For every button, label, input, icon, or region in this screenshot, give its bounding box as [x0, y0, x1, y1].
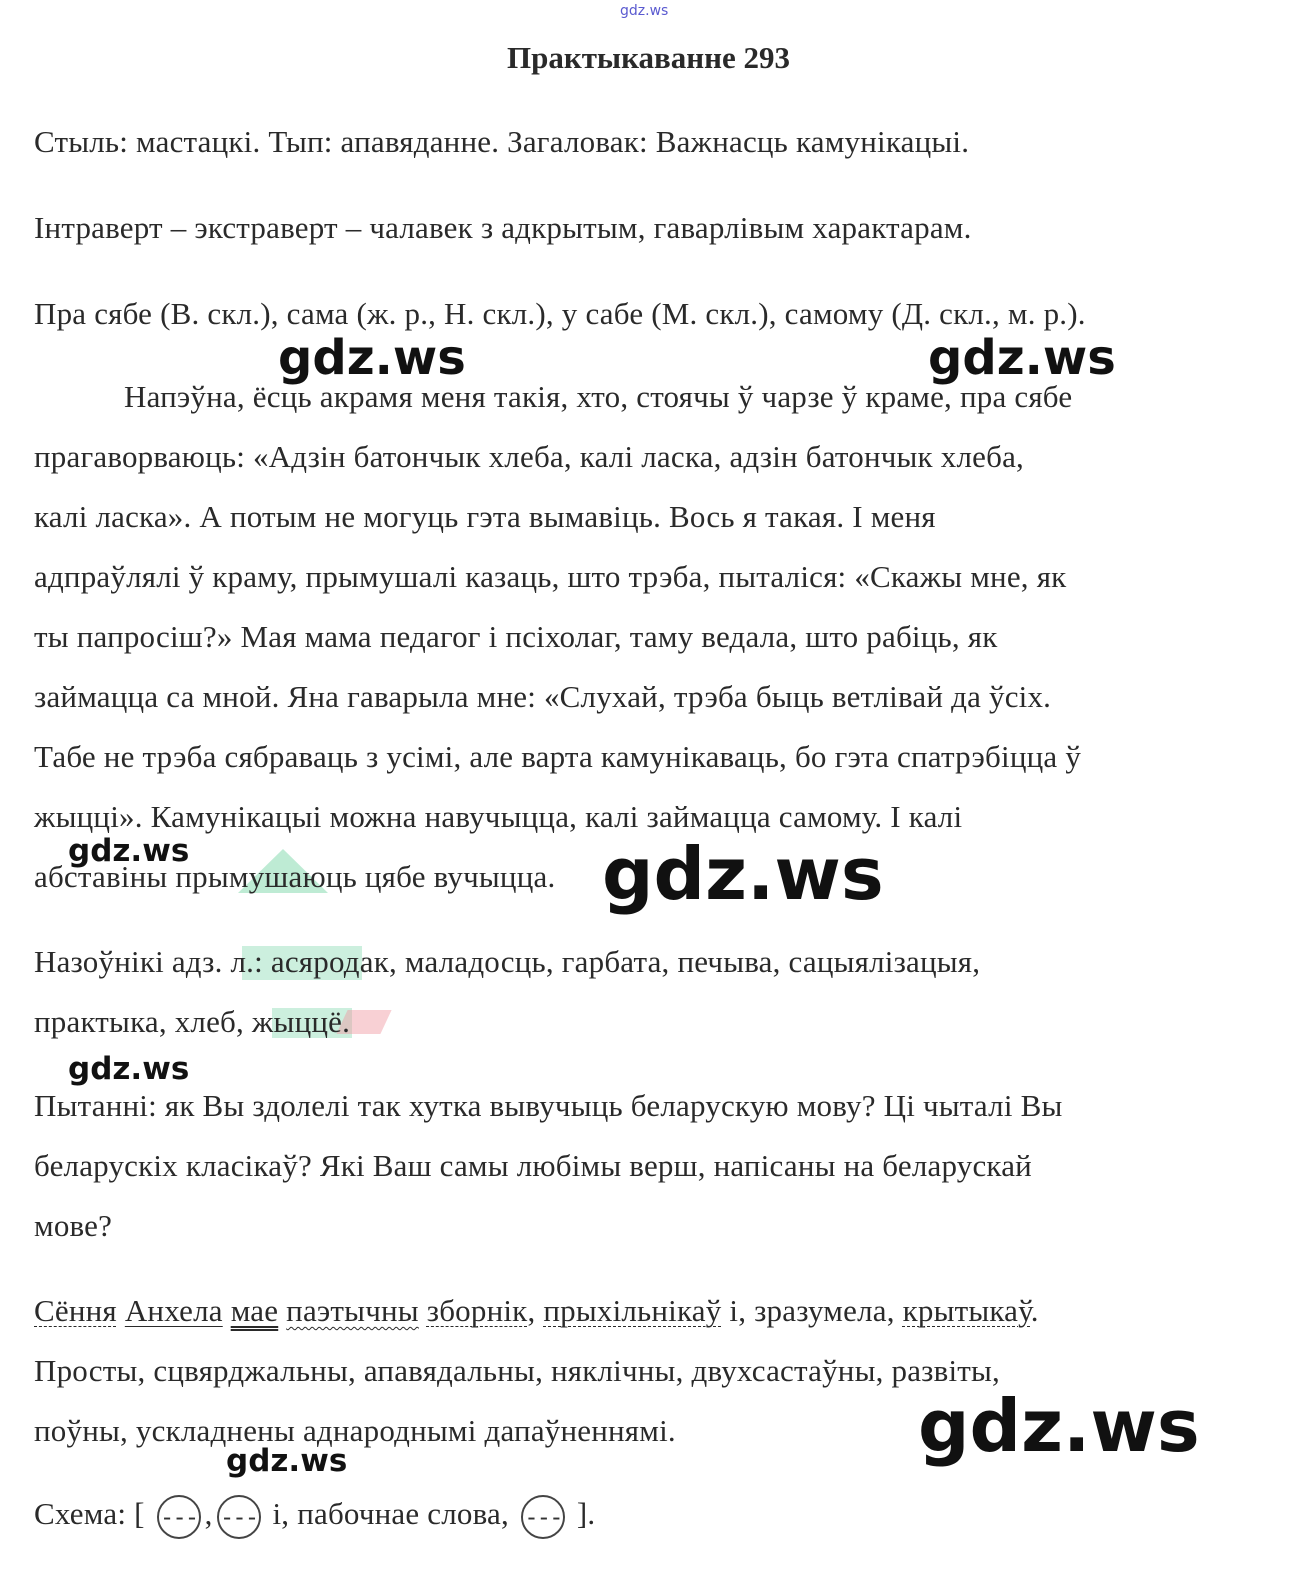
watermark-large: gdz.ws — [602, 832, 884, 916]
schema-comma: , — [204, 1496, 213, 1531]
analysis-line: Просты, сцвярджальны, апавядальны, няклічны, двухсастаўны, развіты, — [34, 1353, 1000, 1388]
style-type-line: Стыль: мастацкі. Тып: апавяданне. Загаловак: Важнасць камунікацыі. — [34, 124, 970, 159]
watermark-large: gdz.ws — [918, 1384, 1200, 1468]
object-circle-icon: --- — [217, 1495, 261, 1539]
introvert-line: Інтраверт – экстраверт – чалавек з адкрытым, гаварлівым характарам. — [34, 210, 972, 245]
paragraph-line: жыцці». Камунікацыі можна навучыцца, калі займацца самому. І калі — [34, 799, 963, 834]
word-object: зборнік — [426, 1293, 528, 1328]
paragraph-line: прагаворваюць: «Адзін батончык хлеба, калі ласка, адзін батончык хлеба, — [34, 439, 1024, 474]
questions-line: мове? — [34, 1208, 113, 1243]
paragraph-line: займацца са мной. Яна гаварыла мне: «Слухай, трэба быць ветлівай да ўсіх. — [34, 679, 1052, 714]
paragraph-line: Табе не трэба сябраваць з усімі, але варта камунікаваць, бо гэта спатрэбіцца ў — [34, 739, 1082, 774]
nouns-line: Назоўнікі адз. л.: асяродак, маладосць, гарбата, печыва, сацыялізацыя, — [34, 944, 981, 979]
watermark-top: gdz.ws — [620, 3, 669, 19]
watermark: gdz.ws — [68, 1051, 190, 1087]
separator: , — [527, 1293, 544, 1328]
analysis-line: поўны, ускладнены аднароднымі дапаўненнямі. — [34, 1413, 676, 1448]
watermark: gdz.ws — [226, 1443, 348, 1479]
analysed-sentence — [34, 1291, 1039, 1331]
sentence-end: . — [1030, 1293, 1039, 1328]
schema-close: ]. — [568, 1496, 596, 1531]
word-adverbial: Сёння — [34, 1293, 117, 1328]
questions-line: Пытанні: як Вы здолелі так хутка вывучыць беларускую мову? Ці чыталі Вы — [34, 1088, 1063, 1123]
word-attribute: паэтычны — [286, 1293, 419, 1328]
paragraph-line: ты папросіш?» Мая мама педагог і псіхолаг, таму ведала, што рабіць, як — [34, 619, 998, 654]
paragraph-line: адпраўлялі ў краму, прымушалі казаць, што трэба, пыталіся: «Скажы мне, як — [34, 559, 1067, 594]
page-title: Практыкаванне 293 — [506, 40, 790, 75]
word-predicate: мае — [230, 1293, 279, 1328]
schema-line — [34, 1494, 595, 1539]
word-object: прыхільнікаў — [543, 1293, 722, 1328]
questions-line: беларускіх класікаў? Які Ваш самы любімы верш, напісаны на беларускай — [34, 1148, 1032, 1183]
paragraph-line: Напэўна, ёсць акрамя меня такія, хто, стоячы ў чарзе ў краме, пра сябе — [124, 379, 1073, 414]
schema-middle: і, пабочнае слова, — [264, 1496, 517, 1531]
word-object: крытыкаў — [902, 1293, 1031, 1328]
nouns-line: практыка, хлеб, жыццё. — [34, 1004, 351, 1039]
word-subject: Анхела — [124, 1293, 223, 1328]
watermark: gdz.ws — [68, 833, 190, 869]
watermark: gdz.ws — [278, 330, 466, 386]
watermark: gdz.ws — [928, 330, 1116, 386]
paragraph-line: абставіны прымушаюць цябе вучыцца. — [34, 859, 556, 894]
paragraph-line: калі ласка». А потым не могуць гэта вымавіць. Вось я такая. І меня — [34, 499, 936, 534]
sentence-middle: і, зразумела, — [721, 1293, 903, 1328]
object-circle-icon: --- — [521, 1495, 565, 1539]
schema-label: Схема: [ — [34, 1496, 145, 1531]
pronoun-forms-line: Пра сябе (В. скл.), сама (ж. р., Н. скл.), у сабе (М. скл.), самому (Д. скл., м. р.). — [34, 296, 1086, 331]
object-circle-icon: --- — [157, 1495, 201, 1539]
